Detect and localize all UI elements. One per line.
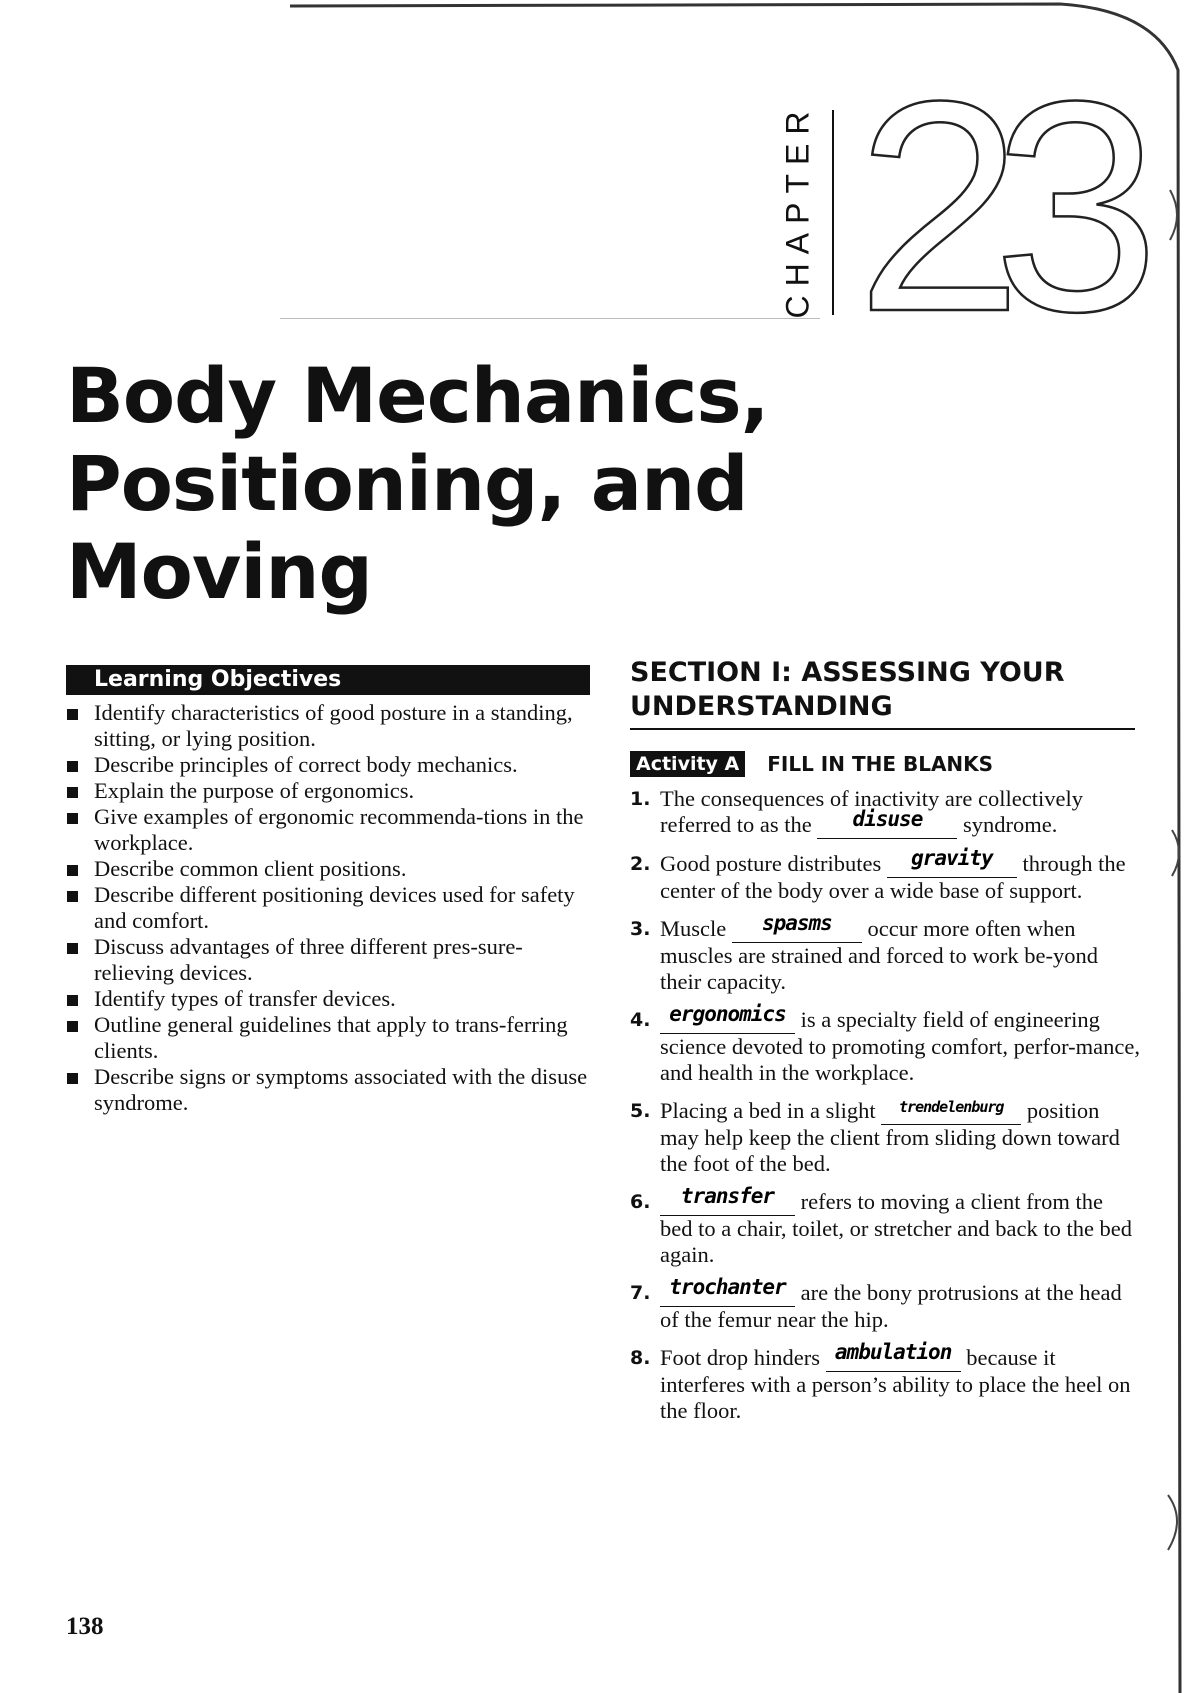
objective-item: Give examples of ergonomic recommenda-tions in the workplace. <box>66 804 596 856</box>
svg-text:23: 23 <box>856 60 1130 330</box>
answer-blank[interactable] <box>660 1184 795 1216</box>
question-item: 8. Foot drop hinders ambulation because it interferes with a person’s ability to place the heel on the floor. <box>630 1340 1131 1423</box>
objective-item: Identify characteristics of good posture in a standing, sitting, or lying position. <box>66 700 596 752</box>
chapter-title-line-2: Positioning, and Moving <box>66 439 748 616</box>
section-title: SECTION I: ASSESSING YOUR UNDERSTANDING <box>630 657 1065 722</box>
chapter-number <box>850 60 1150 330</box>
page-number: 138 <box>66 1613 104 1640</box>
question-item: 2. Good posture distributes gravity through the center of the body over a wide base of support. <box>630 846 1126 903</box>
chapter-divider <box>832 110 834 315</box>
bullet-icon <box>67 787 78 798</box>
bullet-icon <box>67 943 78 954</box>
activity-badge: Activity A <box>630 751 745 777</box>
question-item: 1. The consequences of inactivity are collectively referred to as the disuse syndrome. <box>630 786 1083 837</box>
objective-item: Identify types of transfer devices. <box>66 986 596 1012</box>
chapter-title <box>66 352 1016 616</box>
header-rule <box>280 318 820 319</box>
learning-objectives-list <box>66 700 596 1116</box>
handwritten-answer: ergonomics <box>669 1002 786 1026</box>
question-number: 8. <box>630 1347 651 1369</box>
activity-title: FILL IN THE BLANKS <box>767 752 994 776</box>
objective-item: Discuss advantages of three different pres-sure-relieving devices. <box>66 934 596 986</box>
question-number: 5. <box>630 1100 651 1122</box>
bullet-icon <box>67 1021 78 1032</box>
question-item: 7. trochanter are the bony protrusions at the head of the femur near the hip. <box>630 1275 1122 1332</box>
activity-heading <box>630 750 993 778</box>
answer-blank[interactable] <box>881 1100 1021 1125</box>
bullet-icon <box>67 813 78 824</box>
objective-item: Describe different positioning devices used for safety and comfort. <box>66 882 596 934</box>
objective-item: Outline general guidelines that apply to trans-ferring clients. <box>66 1012 596 1064</box>
answer-blank[interactable] <box>732 911 862 943</box>
fill-in-questions <box>630 786 1140 1436</box>
answer-blank[interactable] <box>826 1340 961 1372</box>
question-number: 3. <box>630 918 651 940</box>
handwritten-answer: disuse <box>852 807 923 831</box>
handwritten-answer: transfer <box>680 1184 775 1208</box>
section-rule <box>630 728 1135 730</box>
handwritten-answer: trochanter <box>669 1275 786 1299</box>
question-number: 7. <box>630 1282 651 1304</box>
answer-blank[interactable] <box>660 1275 795 1307</box>
objective-item: Describe principles of correct body mechanics. <box>66 752 596 778</box>
answer-blank[interactable] <box>660 1002 795 1034</box>
objective-item: Describe signs or symptoms associated with the disuse syndrome. <box>66 1064 596 1116</box>
question-item: 5. Placing a bed in a slight $^{trendelenburg}$ position may help keep the client from sliding down toward the foot of the bed. <box>630 1098 1120 1176</box>
bullet-icon <box>67 761 78 772</box>
handwritten-answer: gravity <box>911 846 993 870</box>
learning-objectives-header: Learning Objectives <box>66 665 590 695</box>
bullet-icon <box>67 995 78 1006</box>
question-item: 4. ergonomics is a specialty field of engineering science devoted to promoting comfort, perfor-mance, and health in the workplace. <box>630 1002 1140 1085</box>
chapter-title-line-1: Body Mechanics, <box>66 351 769 440</box>
objective-item: Explain the purpose of ergonomics. <box>66 778 596 804</box>
bullet-icon <box>67 891 78 902</box>
question-number: 4. <box>630 1009 651 1031</box>
handwritten-answer: ambulation <box>834 1340 952 1364</box>
question-item: 3. Muscle spasms occur more often when muscles are strained and forced to work be-yond their capacity. <box>630 911 1098 994</box>
question-item: 6. transfer refers to moving a client from the bed to a chair, toilet, or stretcher and back to the bed again. <box>630 1184 1133 1267</box>
answer-blank[interactable] <box>817 807 957 839</box>
question-number: 1. <box>630 788 651 810</box>
bullet-icon <box>67 865 78 876</box>
bullet-icon <box>67 1073 78 1084</box>
handwritten-answer: spasms <box>761 911 832 935</box>
question-number: 6. <box>630 1191 651 1213</box>
question-number: 2. <box>630 853 651 875</box>
answer-blank[interactable] <box>887 846 1017 878</box>
objective-item: Describe common client positions. <box>66 856 596 882</box>
handwritten-answer: trendelenburg <box>899 1098 1004 1116</box>
chapter-label: CHAPTER <box>779 102 816 318</box>
bullet-icon <box>67 709 78 720</box>
